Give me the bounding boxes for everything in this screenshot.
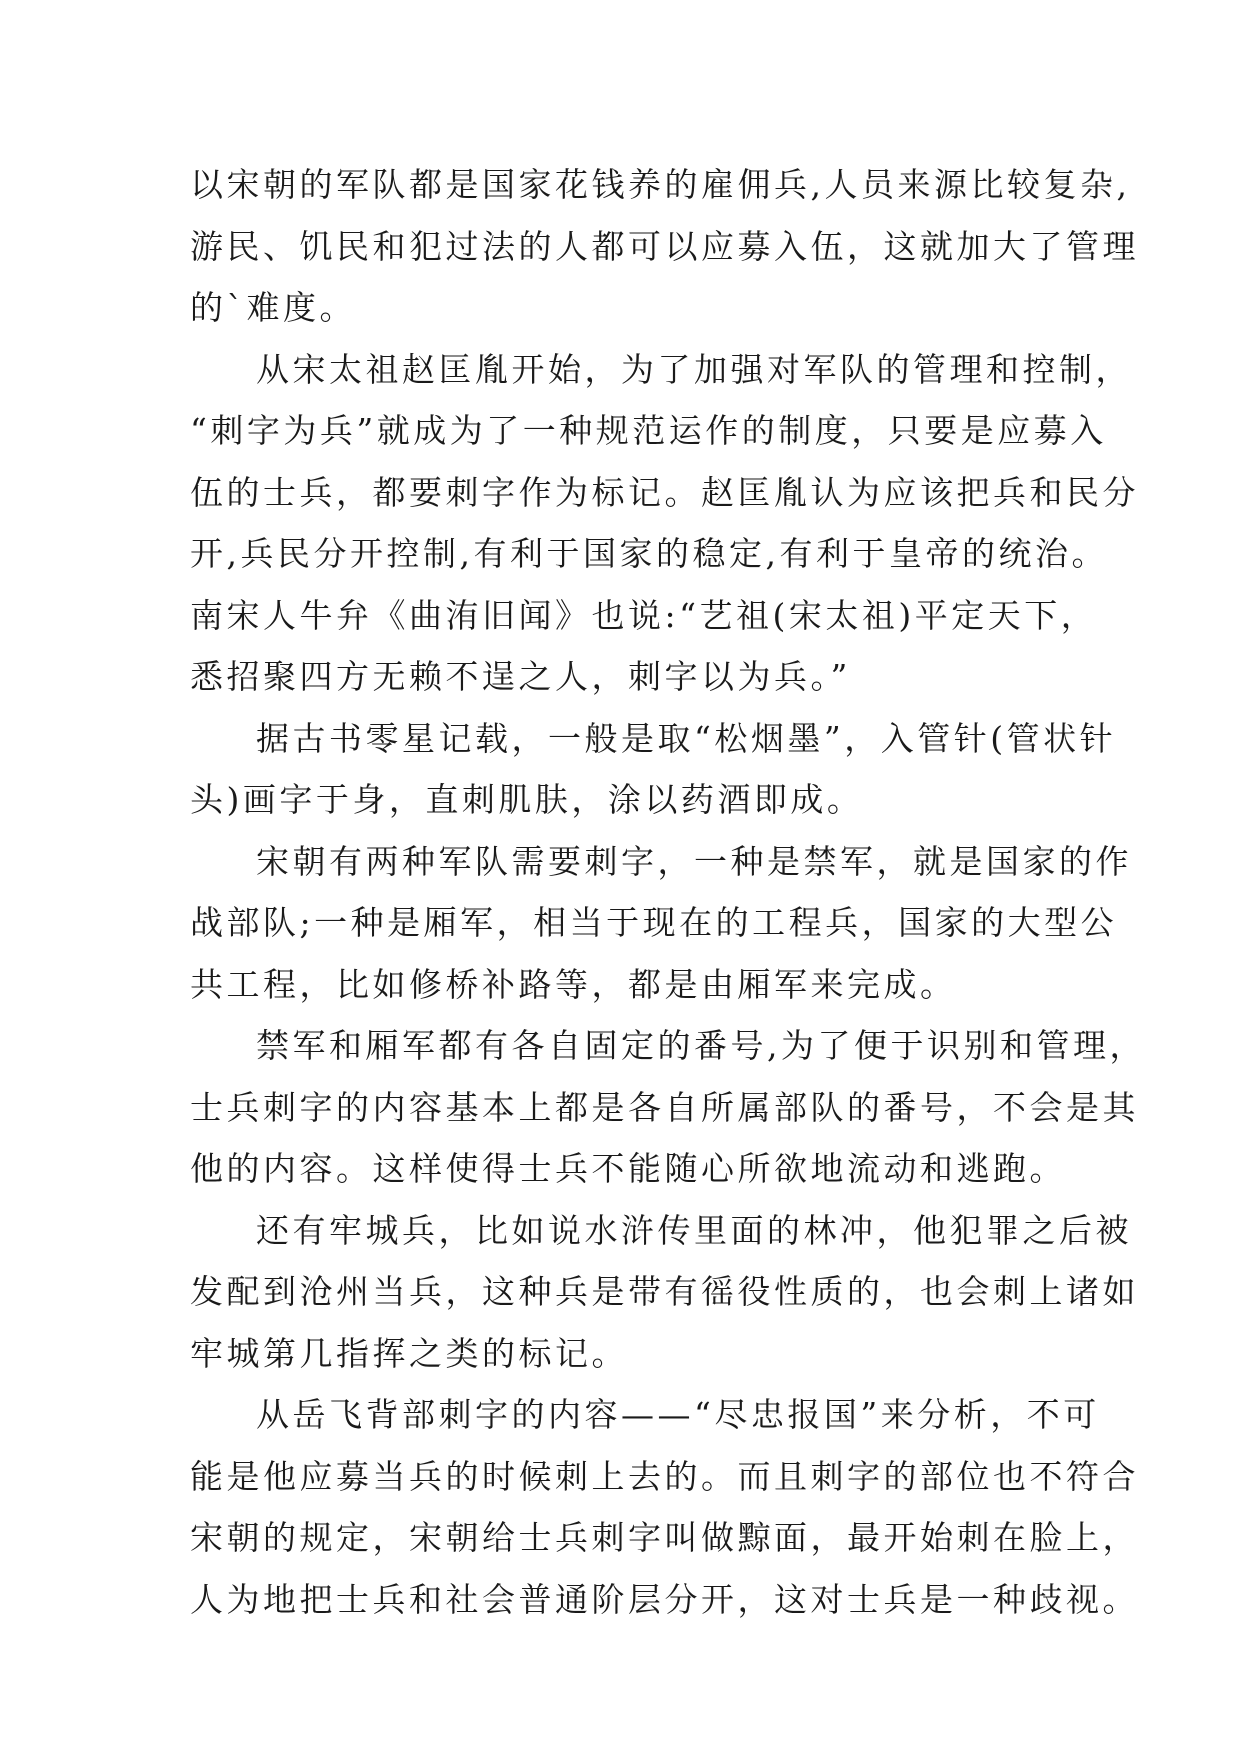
text-line: “刺字为兵”就成为了一种规范运作的制度，只要是应募入 xyxy=(190,411,1107,450)
text-line: 游民、饥民和犯过法的人都可以应募入伍，这就加大了管理 xyxy=(190,226,1139,266)
text-line: 牢城第几指挥之类的标记。 xyxy=(190,1333,628,1373)
paragraph-first-line: 据古书零星记载，一般是取“松烟墨”，入管针(管状针 xyxy=(256,718,1117,758)
paragraph-first-line: 禁军和厢军都有各自固定的番号,为了便于识别和管理， xyxy=(256,1026,1146,1065)
text-line: 伍的士兵，都要刺字作为标记。赵匡胤认为应该把兵和民分 xyxy=(190,472,1139,512)
text-line: 头)画字于身，直刺肌肤，涂以药酒即成。 xyxy=(190,780,864,819)
paragraph-first-line: 从岳飞背部刺字的内容——“尽忠报国”来分析，不可 xyxy=(256,1395,1100,1434)
paragraph-first-line: 还有牢城兵，比如说水浒传里面的林冲，他犯罪之后被 xyxy=(256,1210,1132,1250)
text-line: 人为地把士兵和社会普通阶层分开，这对士兵是一种歧视。 xyxy=(190,1579,1139,1619)
text-line: 他的内容。这样使得士兵不能随心所欲地流动和逃跑。 xyxy=(190,1149,1066,1188)
text-line: 的`难度。 xyxy=(190,288,356,327)
text-line: 悉招聚四方无赖不逞之人，刺字以为兵。” xyxy=(190,657,851,696)
text-line: 宋朝的规定，宋朝给士兵刺字叫做黥面，最开始刺在脸上， xyxy=(190,1518,1139,1557)
paragraph-first-line: 从宋太祖赵匡胤开始，为了加强对军队的管理和控制， xyxy=(256,349,1132,389)
text-line: 以宋朝的军队都是国家花钱养的雇佣兵,人员来源比较复杂, xyxy=(190,165,1131,204)
body-text xyxy=(190,165,1146,1641)
paragraph-first-line: 宋朝有两种军队需要刺字，一种是禁军，就是国家的作 xyxy=(256,841,1132,881)
text-line: 战部队;一种是厢军，相当于现在的工程兵，国家的大型公 xyxy=(190,903,1118,942)
text-line: 开,兵民分开控制,有利于国家的稳定,有利于皇帝的统治。 xyxy=(190,534,1108,573)
text-line: 南宋人牛弁《曲洧旧闻》也说:“艺祖(宋太祖)平定天下， xyxy=(190,595,1098,635)
text-line: 共工程，比如修桥补路等，都是由厢军来完成。 xyxy=(190,964,957,1004)
text-line: 士兵刺字的内容基本上都是各自所属部队的番号，不会是其 xyxy=(190,1087,1139,1127)
text-line: 发配到沧州当兵，这种兵是带有徭役性质的，也会刺上诸如 xyxy=(190,1272,1139,1311)
text-line: 能是他应募当兵的时候刺上去的。而且刺字的部位也不符合 xyxy=(190,1456,1139,1496)
